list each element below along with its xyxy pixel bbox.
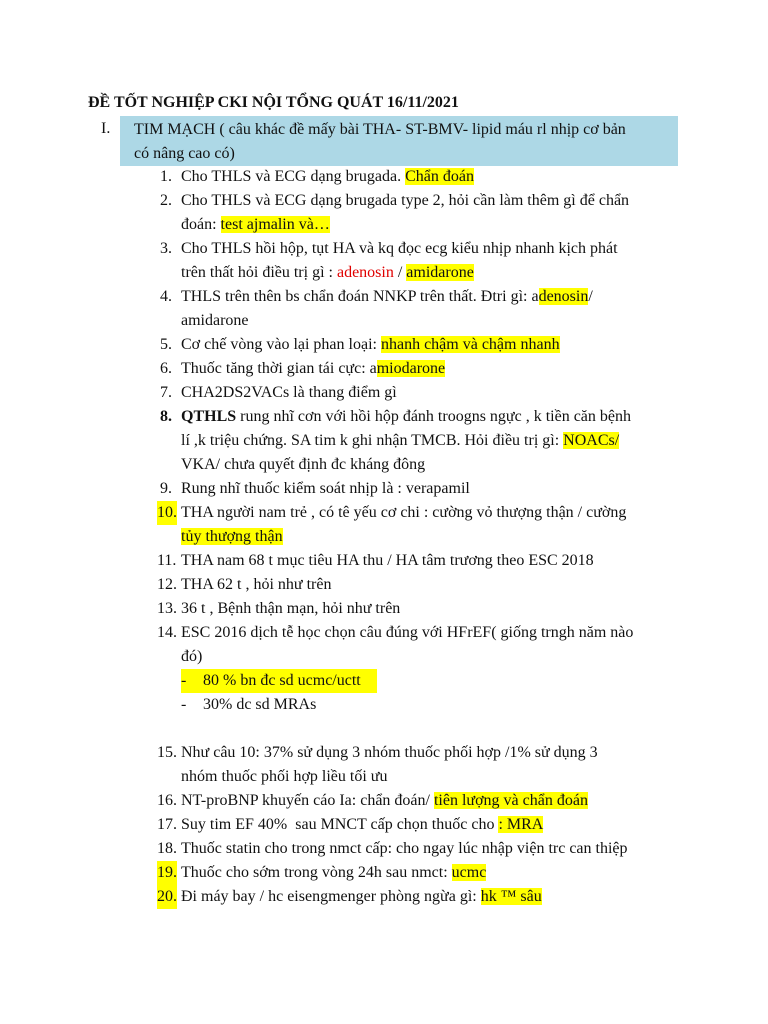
item-highlight: miodarone — [376, 360, 446, 377]
item-number: 9. — [160, 480, 172, 497]
item-highlight: nhanh chậm và chậm nhanh — [380, 336, 560, 353]
item-number: 20. — [157, 885, 177, 909]
sub-item-dash: - — [181, 696, 187, 713]
list-item-10 — [0, 501, 768, 549]
item-highlight: Chẩn đoán — [405, 168, 474, 185]
list-item-3 — [0, 237, 768, 285]
item-text: Như câu 10: 37% sử dụng 3 nhóm thuốc phối hợp /1% sử dụng 3 — [181, 744, 598, 761]
item-text: đoán: — [181, 216, 221, 233]
item-number: 4. — [160, 288, 172, 305]
section-heading — [88, 116, 680, 166]
item-number: 6. — [160, 360, 172, 377]
section-text-line-2: có nâng cao có) — [134, 145, 235, 162]
item-highlight: tiên lượng và chẩn đoán — [433, 792, 588, 809]
sub-item-dash: - — [181, 672, 187, 689]
item-text: Thuốc tăng thời gian tái cực: a — [181, 360, 377, 377]
item-highlight: tủy thượng thận — [181, 528, 283, 545]
item-text: Thuốc cho sớm trong vòng 24h sau nmct: — [181, 864, 452, 881]
list-item-19 — [0, 861, 768, 885]
item-text: Cho THLS hồi hộp, tụt HA và kq đọc ecg kiểu nhịp nhanh kịch phát — [181, 240, 618, 257]
item-highlight: denosin — [538, 288, 589, 305]
item-text: rung nhĩ cơn với hồi hộp đánh troogns ngực , k tiền căn bệnh — [236, 408, 631, 425]
list-item-12 — [0, 573, 768, 597]
item-text: Rung nhĩ thuốc kiểm soát nhịp là : verapamil — [181, 480, 470, 497]
item-text: Cho THLS và ECG dạng brugada type 2, hỏi cần làm thêm gì để chẩn — [181, 192, 630, 209]
item-text-end: / — [588, 288, 593, 305]
item-number: 8. — [160, 408, 172, 425]
item-number: 10. — [157, 501, 177, 525]
list-item-17 — [0, 813, 768, 837]
list-item-6 — [0, 357, 768, 381]
list-item-15 — [0, 741, 768, 789]
item-text: THA nam 68 t mục tiêu HA thu / HA tâm trương theo ESC 2018 — [181, 552, 594, 569]
item-text: amidarone — [181, 312, 249, 329]
item-text: THA người nam trẻ , có tê yếu cơ chi : cường vỏ thượng thận / cường — [181, 504, 627, 521]
item-number: 3. — [160, 240, 172, 257]
item-number: 14. — [157, 624, 177, 641]
document-title: ĐỀ TỐT NGHIỆP CKI NỘI TỔNG QUÁT 16/11/2021 — [88, 94, 459, 111]
item-text: THLS trên thên bs chẩn đoán NNKP trên thất. Đtri gì: a — [181, 288, 539, 305]
item-number: 11. — [157, 552, 177, 569]
list-item-11 — [0, 549, 768, 573]
item-number: 18. — [157, 840, 177, 857]
item-number: 17. — [157, 816, 177, 833]
sub-item-text: 80 % bn đc sd ucmc/uctt — [203, 672, 361, 689]
item-red-text: adenosin — [336, 264, 394, 281]
section-number: I. — [101, 120, 111, 137]
item-highlight: hk ™ sâu — [480, 888, 542, 905]
list-item-8 — [0, 405, 768, 477]
item-text: đó) — [181, 648, 203, 665]
item-text: Cơ chế vòng vào lại phan loại: — [181, 336, 381, 353]
list-item-5 — [0, 333, 768, 357]
item-number: 19. — [157, 861, 177, 885]
item-bold-text: QTHLS — [181, 408, 237, 425]
list-item-20 — [0, 885, 768, 909]
item-separator: / — [393, 264, 407, 281]
item-number: 13. — [157, 600, 177, 617]
item-number: 1. — [160, 168, 172, 185]
item-text: 36 t , Bệnh thận mạn, hỏi như trên — [181, 600, 401, 617]
item-text: Đi máy bay / hc eisengmenger phòng ngừa gì: — [181, 888, 481, 905]
sub-list-item-1 — [0, 669, 768, 693]
sub-item-text: 30% dc sd MRAs — [203, 696, 317, 713]
item-text: CHA2DS2VACs là thang điểm gì — [181, 384, 397, 401]
item-highlight: test ajmalin và… — [220, 216, 330, 233]
item-highlight: ucmc — [451, 864, 487, 881]
item-text: VKA/ chưa quyết định đc kháng đông — [181, 456, 426, 473]
list-item-9 — [0, 477, 768, 501]
item-highlight: : MRA — [498, 816, 544, 833]
item-text: nhóm thuốc phối hợp liều tối ưu — [181, 768, 388, 785]
item-highlight: NOACs/ — [563, 432, 620, 449]
item-number: 7. — [160, 384, 172, 401]
item-number: 2. — [160, 192, 172, 209]
item-number: 5. — [160, 336, 172, 353]
list-item-16 — [0, 789, 768, 813]
list-item-1 — [0, 165, 768, 189]
item-text: Thuốc statin cho trong nmct cấp: cho ngay lúc nhập viện trc can thiệp — [181, 840, 628, 857]
list-item-18 — [0, 837, 768, 861]
item-highlight: amidarone — [406, 264, 474, 281]
item-number: 15. — [157, 744, 177, 761]
item-text: Suy tim EF 40% sau MNCT cấp chọn thuốc cho — [181, 816, 499, 833]
list-item-13 — [0, 597, 768, 621]
item-number: 12. — [157, 576, 177, 593]
item-text: ESC 2016 dịch tễ học chọn câu đúng với HFrEF( giống trngh năm nào — [181, 624, 634, 641]
list-item-4 — [0, 285, 768, 333]
list-item-2 — [0, 189, 768, 237]
item-text: lí ,k triệu chứng. SA tim k ghi nhận TMCB. Hỏi điều trị gì: — [181, 432, 564, 449]
item-text: trên thất hỏi điều trị gì : — [181, 264, 337, 281]
item-number: 16. — [157, 792, 177, 809]
list-item-14 — [0, 621, 768, 669]
section-text-line-1: TIM MẠCH ( câu khác đề mấy bài THA- ST-BMV- lipid máu rl nhịp cơ bản — [134, 121, 626, 138]
item-text: Cho THLS và ECG dạng brugada. — [181, 168, 406, 185]
item-text: NT-proBNP khuyến cáo Ia: chẩn đoán/ — [181, 792, 434, 809]
item-text: THA 62 t , hỏi như trên — [181, 576, 332, 593]
section-text — [134, 118, 674, 166]
sub-list-item-2 — [0, 693, 768, 717]
list-item-7 — [0, 381, 768, 405]
